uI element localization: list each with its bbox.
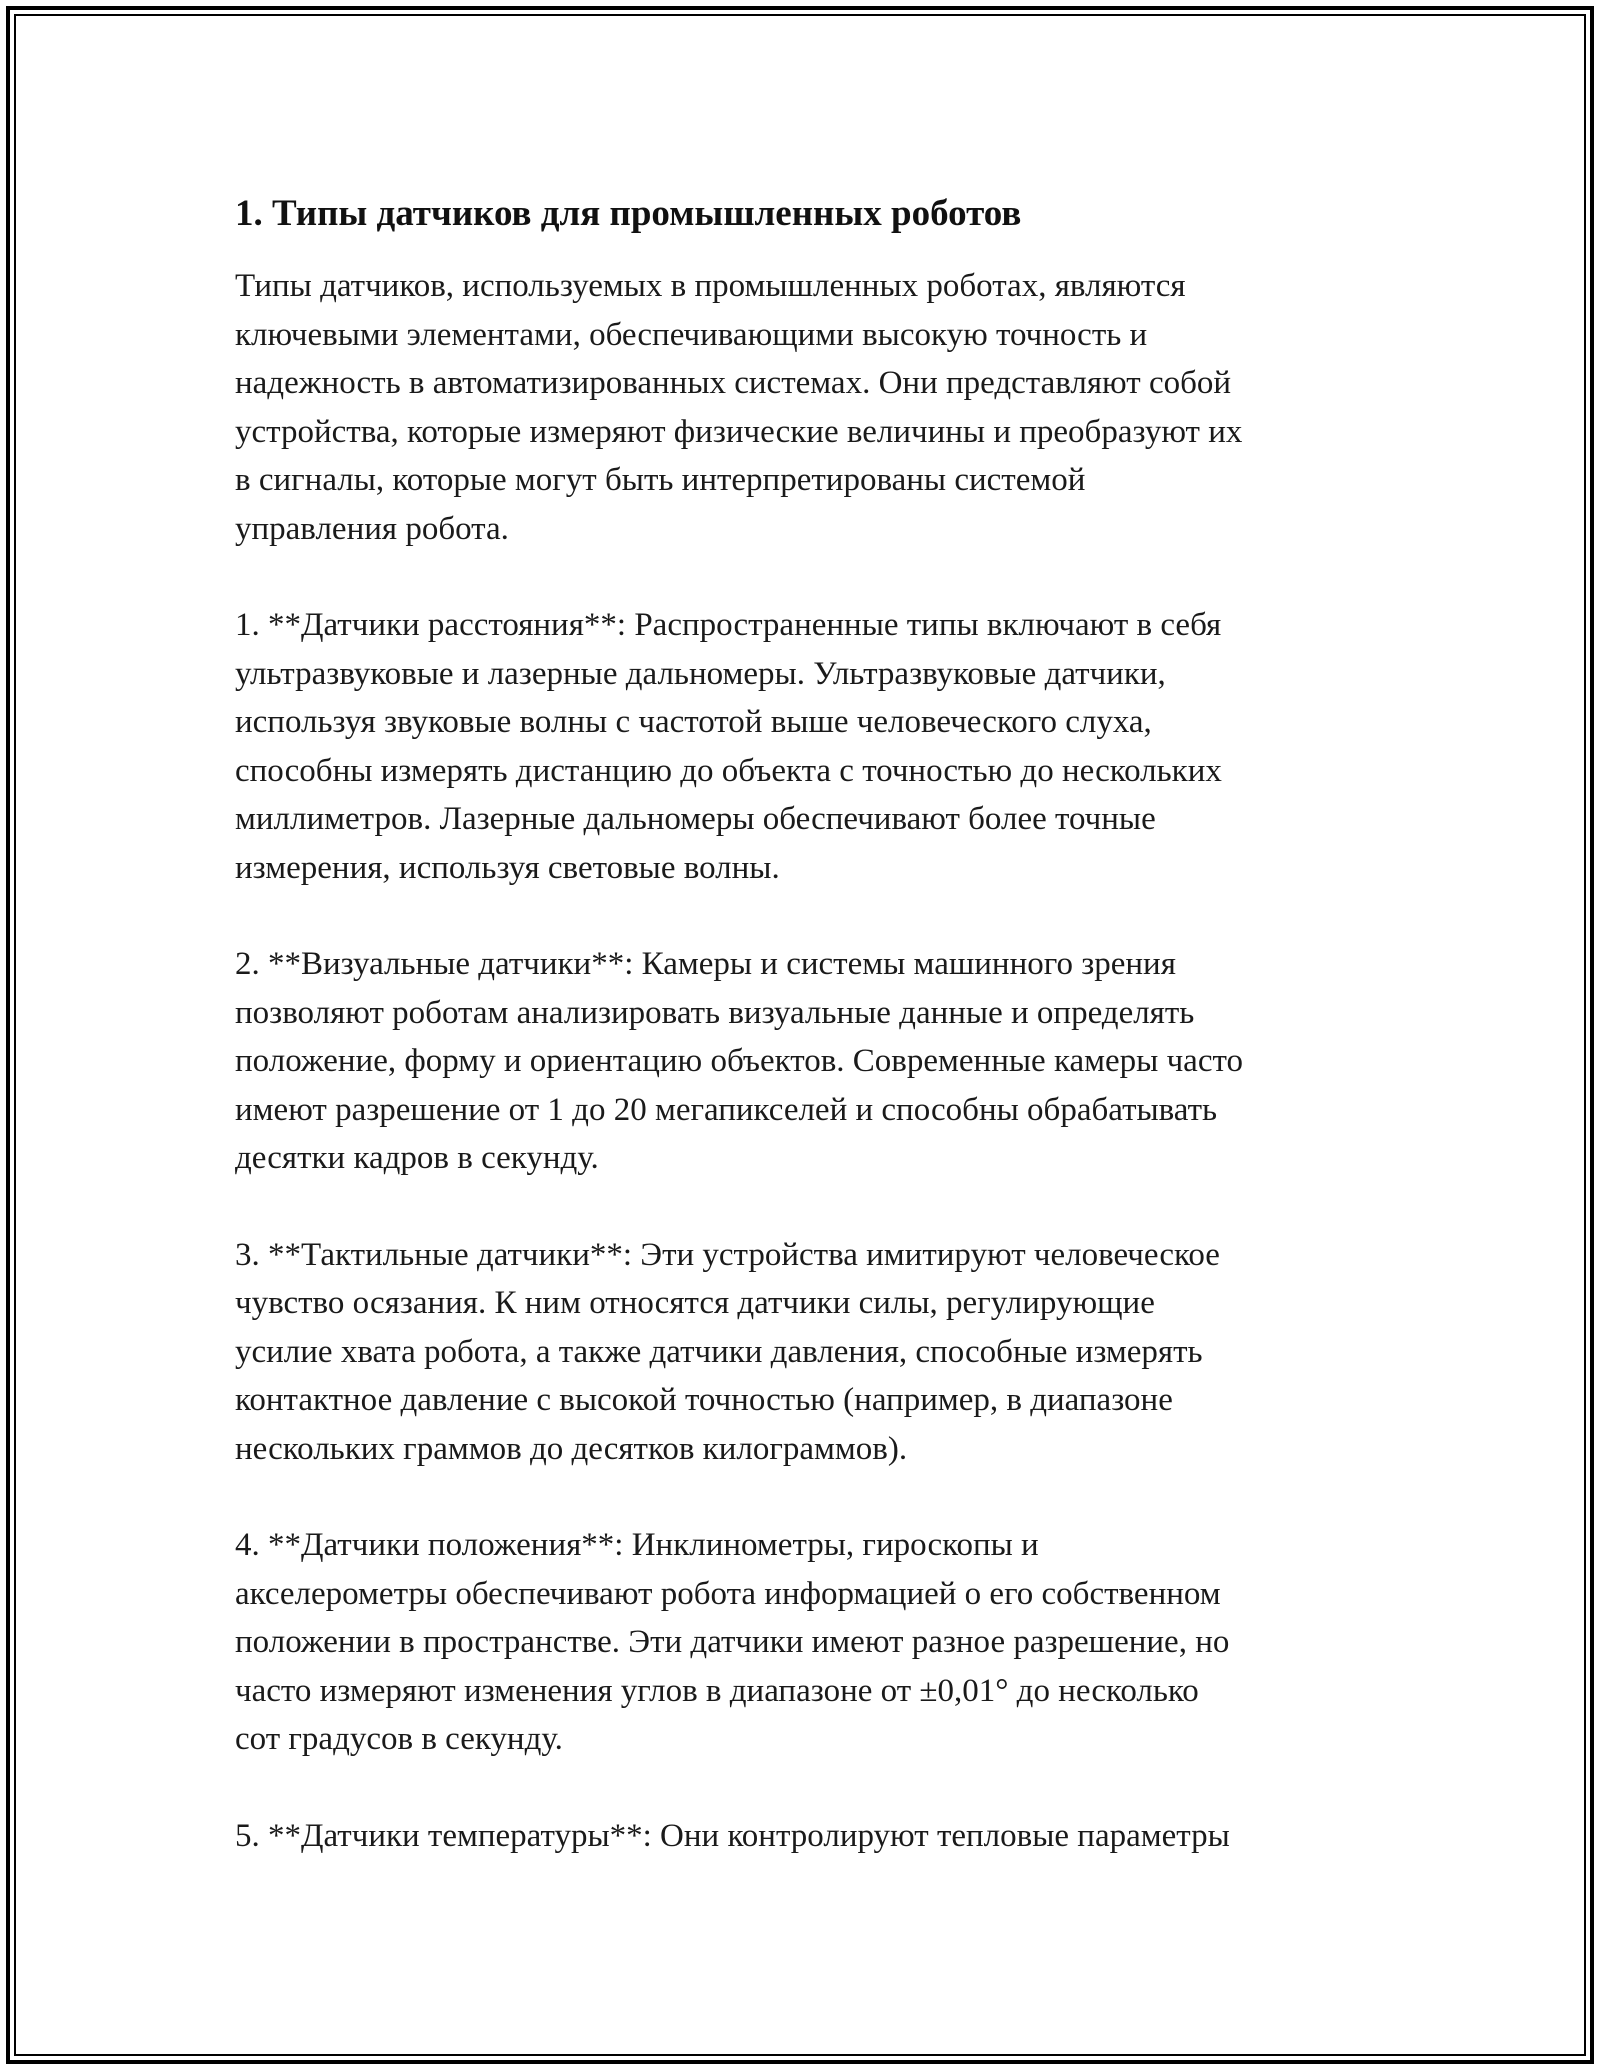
section-heading: 1. Типы датчиков для промышленных роботов (235, 193, 1022, 234)
paragraph-temperature-sensors: 5. **Датчики температуры**: Они контролируют тепловые параметры (235, 1817, 1230, 1854)
paragraph-tactile-sensors: 3. **Тактильные датчики**: Эти устройства имитируют человеческое чувство осязания. К ним относятся датчики силы, регулирующие усилие хвата робота, а также датчики давления, способные измерять контактное давление с высокой точностью (например, в диапазоне нескольких граммов до десятков килограммов). (235, 1236, 1220, 1467)
paragraph-distance-sensors: 1. **Датчики расстояния**: Распространенные типы включают в себя ультразвуковые и лазерные дальномеры. Ультразвуковые датчики, используя звуковые волны с частотой выше человеческого слуха, способны измерять дистанцию до объекта с точностью до нескольких миллиметров. Лазерные дальномеры обеспечивают более точные измерения, используя световые волны. (235, 607, 1222, 886)
paragraph-position-sensors: 4. **Датчики положения**: Инклинометры, гироскопы и акселерометры обеспечивают робота информацией о его собственном положении в пространстве. Эти датчики имеют разное разрешение, но часто измеряют изменения углов в диапазоне от ±0,01° до несколько сот градусов в секунду. (235, 1527, 1230, 1757)
paragraph-visual-sensors: 2. **Визуальные датчики**: Камеры и системы машинного зрения позволяют роботам анализировать визуальные данные и определять положение, форму и ориентацию объектов. Современные камеры часто имеют разрешение от 1 до 20 мегапикселей и способны обрабатывать десятки кадров в секунду. (235, 946, 1243, 1176)
paragraph-intro: Типы датчиков, используемых в промышленных роботах, являются ключевыми элементами, обеспечивающими высокую точность и надежность в автоматизированных системах. Они представляют собой устройства, которые измеряют физические величины и преобразуют их в сигналы, которые могут быть интерпретированы системой управления робота. (235, 268, 1243, 547)
document-body (235, 188, 1385, 1908)
